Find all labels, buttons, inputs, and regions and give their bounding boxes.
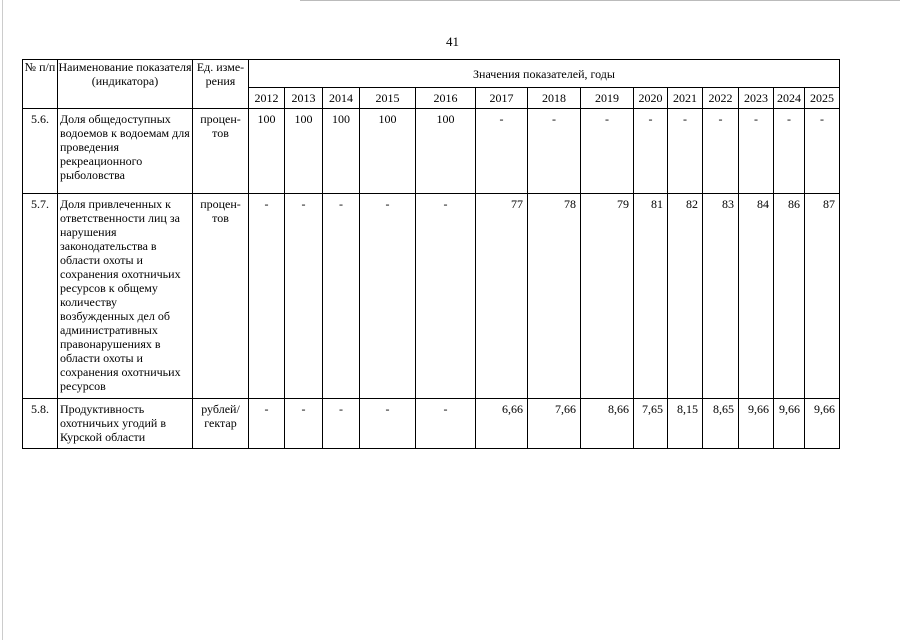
value-cell: 6,66 <box>476 399 528 449</box>
header-year: 2017 <box>476 88 528 109</box>
value-cell: - <box>634 109 668 194</box>
value-cell: 100 <box>360 109 416 194</box>
value-cell: - <box>416 194 476 399</box>
value-cell: - <box>774 109 805 194</box>
table-row <box>23 109 840 194</box>
value-cell: 83 <box>703 194 739 399</box>
value-cell: 7,65 <box>634 399 668 449</box>
header-year: 2023 <box>739 88 774 109</box>
value-cell: - <box>249 194 285 399</box>
value-cell: 86 <box>774 194 805 399</box>
header-year: 2013 <box>285 88 323 109</box>
value-cell: - <box>285 194 323 399</box>
value-cell: - <box>323 194 360 399</box>
header-year: 2015 <box>360 88 416 109</box>
value-cell: 82 <box>668 194 703 399</box>
value-cell: 87 <box>805 194 840 399</box>
value-cell: - <box>323 399 360 449</box>
table-body <box>23 109 840 449</box>
header-year: 2019 <box>581 88 634 109</box>
value-cell: - <box>416 399 476 449</box>
header-year: 2024 <box>774 88 805 109</box>
row-number: 5.7. <box>23 194 58 399</box>
indicator-name: Доля общедоступных водоемов к водоемам для проведения рекреационного рыболовства <box>58 109 193 194</box>
row-number: 5.6. <box>23 109 58 194</box>
indicator-table <box>22 59 840 449</box>
value-cell: 77 <box>476 194 528 399</box>
value-cell: 8,65 <box>703 399 739 449</box>
row-number: 5.8. <box>23 399 58 449</box>
scan-edge-top <box>300 0 900 1</box>
header-num: № п/п <box>23 60 58 109</box>
value-cell: 81 <box>634 194 668 399</box>
value-cell: - <box>285 399 323 449</box>
value-cell: - <box>668 109 703 194</box>
value-cell: 9,66 <box>774 399 805 449</box>
value-cell: 84 <box>739 194 774 399</box>
header-year: 2018 <box>528 88 581 109</box>
unit-of-measure: процен-тов <box>193 109 249 194</box>
value-cell: 100 <box>249 109 285 194</box>
header-name: Наименование показателя (индикатора) <box>58 60 193 109</box>
header-year: 2022 <box>703 88 739 109</box>
value-cell: 8,66 <box>581 399 634 449</box>
value-cell: 78 <box>528 194 581 399</box>
header-year: 2016 <box>416 88 476 109</box>
value-cell: 100 <box>285 109 323 194</box>
value-cell: 100 <box>323 109 360 194</box>
value-cell: - <box>360 399 416 449</box>
value-cell: - <box>249 399 285 449</box>
value-cell: - <box>739 109 774 194</box>
value-cell: - <box>703 109 739 194</box>
value-cell: 9,66 <box>805 399 840 449</box>
unit-of-measure: процен-тов <box>193 194 249 399</box>
value-cell: - <box>528 109 581 194</box>
value-cell: 100 <box>416 109 476 194</box>
value-cell: - <box>476 109 528 194</box>
header-unit: Ед. изме-рения <box>193 60 249 109</box>
value-cell: 9,66 <box>739 399 774 449</box>
value-cell: 7,66 <box>528 399 581 449</box>
header-year: 2021 <box>668 88 703 109</box>
header-year: 2012 <box>249 88 285 109</box>
value-cell: - <box>360 194 416 399</box>
page-number: 41 <box>446 34 459 49</box>
table-row <box>23 399 840 449</box>
header-year: 2020 <box>634 88 668 109</box>
value-cell: 8,15 <box>668 399 703 449</box>
scan-edge-left <box>2 0 3 640</box>
value-cell: 79 <box>581 194 634 399</box>
indicator-name: Доля привлеченных к ответственности лиц за нарушения законодательства в области охоты и сохранения охотничьих ресурсов к общему количеству возбужденных дел об административных правонарушениях в области охоты и сохранения охотничьих ресурсов <box>58 194 193 399</box>
value-cell: - <box>805 109 840 194</box>
value-cell: - <box>581 109 634 194</box>
table-row <box>23 194 840 399</box>
header-year: 2014 <box>323 88 360 109</box>
header-year: 2025 <box>805 88 840 109</box>
indicator-name: Продуктивность охотничьих угодий в Курской области <box>58 399 193 449</box>
unit-of-measure: рублей/ гектар <box>193 399 249 449</box>
header-values-group: Значения показателей, годы <box>249 60 840 88</box>
